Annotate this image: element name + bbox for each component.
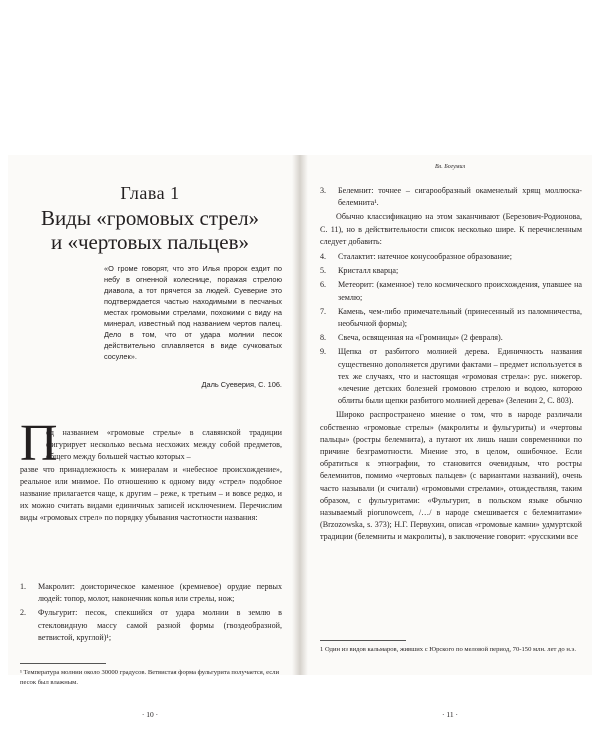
list-item-number: 1. <box>20 582 27 591</box>
chapter-title-line-1: Виды «громовых стрел» <box>40 206 260 230</box>
list-item-text: Камень, чем-либо примечательный (принесенный из паломничества, необычной формы); <box>338 306 582 329</box>
chapter-title <box>8 206 292 254</box>
list-item <box>20 581 282 605</box>
drop-cap: П <box>20 415 58 472</box>
page-number-right: · 11 · <box>442 710 458 719</box>
widespread-opinion-paragraph: Широко распространено мнение о том, что в народе различали собственно «громовые стрелы» (макролиты и фульгуриты) и «чертовы пальцы» (ростры белемнита), а путают их лишь наши современники по причине безграмотности. Мнение это, в целом, ошибочное. Если обратиться к этнографии, то становится очевидным, что ростры белемнитов, помимо «чертовых пальцев» (с вариантами названий), очень часто называли (и считали) «громовыми стрелами», отождествляя, таким образом, с фульгуритами: «Фульгурит, в польском языке обычно называемый piorunowcem, /…/ в народе смешивается с белемнитами» (Brzozowska, s. 373); Н.Г. Первухин, описав «громовые камни» удмуртской традиции (белемниты и макролиты), в заключение говорит: «русскими все <box>320 410 582 542</box>
chapter-number: Глава 1 <box>120 183 180 203</box>
list-item-text: Щепка от разбитого молнией дерева. Единичность названия существенно дополняется другими фактами – предмет используется в тех же случаях, что и настоящая «громовая стрела»: рус. нижегор. «лечение детских болезней громовою стрелою и водою, которою облиты были щепки разбитого молнией дерева» (Зеленин 2, С. 803). <box>338 347 582 406</box>
running-head: Вл. Богумил <box>434 164 466 170</box>
footnote-rule <box>20 663 106 664</box>
list-item-text: Метеорит: (каменное) тело космического происхождения, упавшее на землю; <box>338 280 582 302</box>
right-page <box>308 155 592 719</box>
right-page-body <box>320 185 582 547</box>
list-item-number: 5. <box>320 266 327 276</box>
list-item-text: Фульгурит: песок, спекшийся от удара молнии в землю в стекловидную массу самой разной формы (гвоздеобразной, ветвистой, круглой)¹; <box>38 608 282 642</box>
numbered-list-left <box>20 581 282 646</box>
intro-first-lines: од названием «громовые стрелы» в славянской традиции фигурирует несколько весьма несхожих между собой предметов, общего между большей частью которых – <box>46 428 282 462</box>
list-item <box>320 306 582 330</box>
list-item-number: 3. <box>320 186 327 195</box>
list-item-number: 6. <box>320 280 327 290</box>
list-item-text: Свеча, освященная на «Громницы» (2 февраля). <box>338 333 503 343</box>
list-item <box>320 332 582 344</box>
list-item-text: Белемнит: точнее – сигарообразный окаменелый хрящ моллюска-белемнита¹. <box>338 186 582 208</box>
list-item <box>320 185 582 209</box>
page-number-left: · 10 · <box>141 710 159 719</box>
epigraph-attribution: Даль Суеверия, С. 106. <box>201 380 282 389</box>
list-item <box>320 279 582 303</box>
list-item <box>320 251 582 263</box>
intro-rest: разве что принадлежность к минералам и «небесное происхождение», реальное или мнимое. По отношению к одному виду «стрел» подобное название прилагается чаще, к другим – реже, к третьим – и вовсе редко, и их можно считать видами единичных записей исключением. Перечислим виды «громовых стрел» по порядку убывания частотности названия: <box>20 464 282 523</box>
left-page <box>8 155 292 719</box>
list-item-number: 9. <box>320 347 327 357</box>
footnote-right: 1 Один из видов кальмаров, живших с Юрского по меловой период, 70-150 млн. лет до н.э. <box>320 646 576 653</box>
list-item-number: 2. <box>20 608 27 618</box>
footnote-rule <box>320 640 406 641</box>
list-item-text: Макролит: доисторическое каменное (кремневое) орудие первых людей: топор, молот, наконечник копья или стрелы, нож; <box>38 582 282 604</box>
list-item-text: Сталактит: натечное конусообразное образование; <box>338 252 513 262</box>
list-item <box>20 607 282 644</box>
list-item-number: 8. <box>320 333 327 343</box>
chapter-title-line-2: и «чертовых пальцев» <box>50 230 250 254</box>
epigraph: «О громе говорят, что это Илья пророк ездит по небу в огненной колеснице, поражая стрелою диавола, а тот прячется за людей. Суеверие это подтверждается частью находимыми в песчаных местах громовыми стрелами, похожими с виду на минерал, известный под названием чертов палец. Дело в том, что от удара молнии песок действительно сплавляется в виде сучковатых сосулек». <box>104 264 282 361</box>
list-item-number: 7. <box>320 306 327 316</box>
classification-paragraph: Обычно классификацию на этом заканчивают (Березович-Родионова, С. 11), но в действительности список несколько шире. К перечисленным следует добавить: <box>320 212 582 246</box>
book-gutter <box>292 155 308 675</box>
intro-paragraph <box>20 427 282 525</box>
list-item <box>320 346 582 407</box>
list-item-text: Кристалл кварца; <box>338 266 399 276</box>
list-item <box>320 265 582 277</box>
list-item-number: 4. <box>320 252 327 262</box>
footnote-left: ¹ Температура молнии около 30000 градусов. Ветвистая форма фульгурита получается, если песок был влажным. <box>20 669 279 686</box>
